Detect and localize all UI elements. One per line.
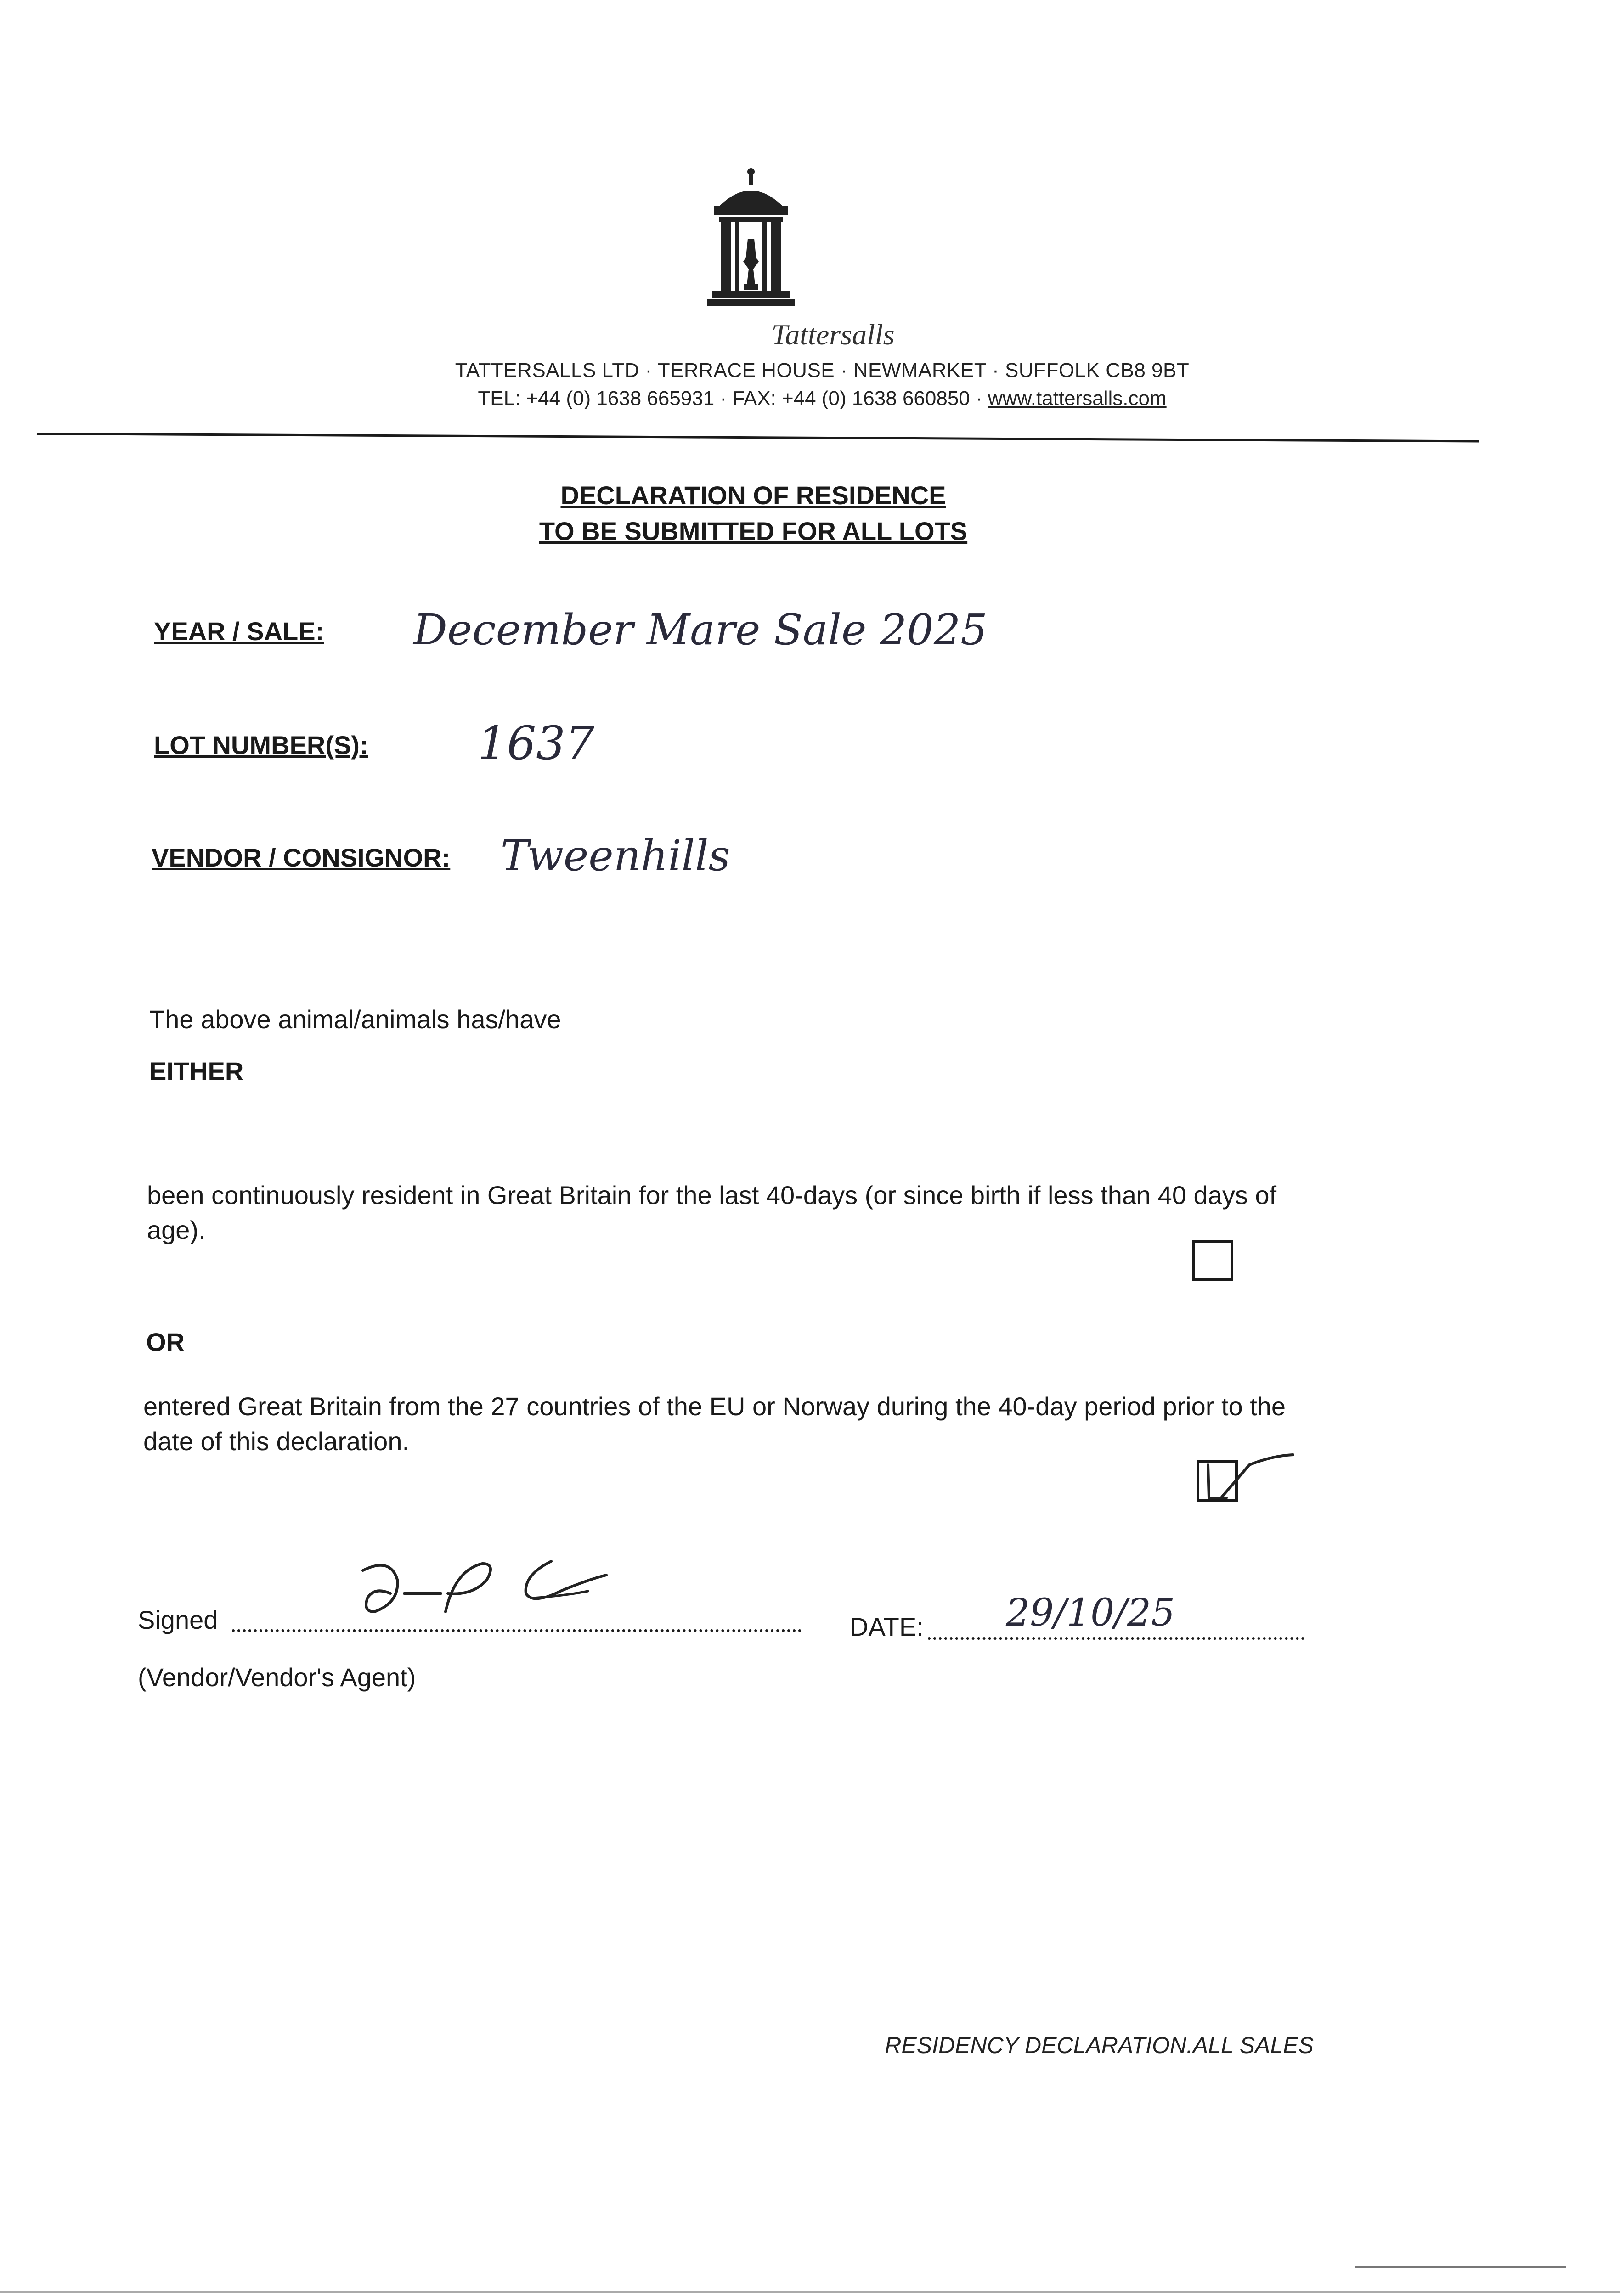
vendor-value[interactable]: Tweenhills [501, 831, 730, 880]
signature-line [232, 1629, 802, 1632]
date-label: DATE: [850, 1612, 924, 1641]
or-label: OR [146, 1328, 185, 1356]
bottom-edge-line [1355, 2266, 1566, 2268]
date-line [928, 1637, 1304, 1640]
tick-mark-icon [1194, 1446, 1300, 1511]
either-label: EITHER [149, 1057, 244, 1086]
vendor-label: VENDOR / CONSIGNOR: [152, 843, 451, 872]
vendor-agent-label: (Vendor/Vendor's Agent) [138, 1663, 416, 1692]
option-1-text: been continuously resident in Great Britain for the last 40-days (or since birth if less than 40 days of age). [147, 1181, 1277, 1244]
statement-intro: The above animal/animals has/have [149, 1005, 561, 1034]
contact-phone-fax: TEL: +44 (0) 1638 665931 · FAX: +44 (0) 1638 660850 · [478, 387, 988, 410]
brand-name: Tattersalls [771, 318, 895, 351]
year-sale-label: YEAR / SALE: [154, 617, 324, 646]
handwritten-signature-icon[interactable] [349, 1543, 643, 1621]
lot-numbers-value[interactable]: 1637 [478, 716, 595, 770]
header-rule [37, 433, 1479, 442]
option-2-text: entered Great Britain from the 27 countries of the EU or Norway during the 40-day period prior to the date of this declaration. [143, 1392, 1286, 1456]
signed-label: Signed [138, 1605, 218, 1634]
year-sale-value[interactable]: December Mare Sale 2025 [413, 605, 988, 654]
option-1-checkbox[interactable] [1192, 1240, 1233, 1281]
tattersalls-logo [703, 165, 799, 321]
title-line-1: DECLARATION OF RESIDENCE [560, 481, 946, 510]
company-address: TATTERSALLS LTD · TERRACE HOUSE · NEWMARKET · SUFFOLK CB8 9BT [455, 359, 1190, 382]
company-contact [322, 387, 1323, 410]
scan-edge-line [0, 2291, 1620, 2293]
title-line-2: TO BE SUBMITTED FOR ALL LOTS [539, 517, 968, 546]
website-link[interactable]: www.tattersalls.com [988, 387, 1167, 410]
lot-numbers-label: LOT NUMBER(S): [154, 731, 368, 760]
document-title [482, 478, 1024, 549]
date-value[interactable]: 29/10/25 [1006, 1591, 1175, 1635]
form-reference: RESIDENCY DECLARATION.ALL SALES [885, 2032, 1314, 2058]
